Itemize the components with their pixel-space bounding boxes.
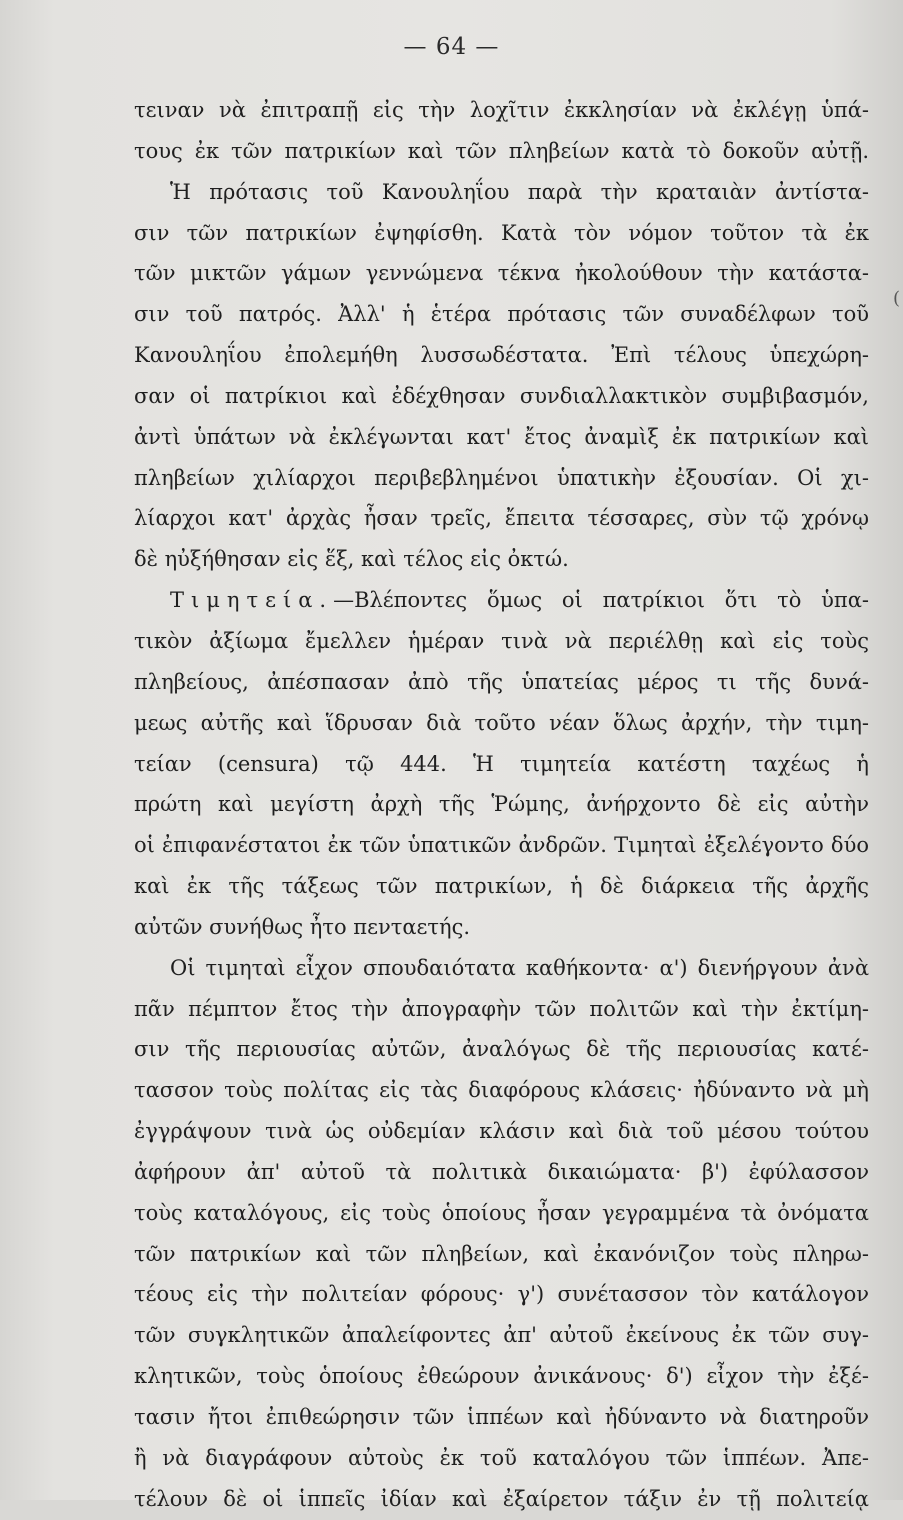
text-line: Ἡ πρότασις τοῦ Κανουληΐου παρὰ τὴν κραταιὰν ἀντίστα- — [170, 179, 869, 204]
line-text: —Βλέποντες ὅμως οἱ πατρίκιοι ὅτι τὸ ὑπα- — [333, 588, 869, 613]
text-line: Κανουληΐου ἐπολεμήθη λυσσωδέστατα. Ἐπὶ τέλους ὑπεχώρη- — [134, 343, 869, 368]
text-line: ἀντὶ ὑπάτων νὰ ἐκλέγωνται κατ' ἔτος ἀναμὶξ ἐκ πατρικίων καὶ — [134, 424, 869, 449]
text-line: πληβείων χιλίαρχοι περιβεβλημένοι ὑπατικὴν ἐξουσίαν. Οἱ χι- — [134, 465, 869, 490]
text-line: τείαν (censura) τῷ 444. Ἡ τιμητεία κατέστη ταχέως ἡ — [134, 751, 869, 776]
text-line: τειναν νὰ ἐπιτραπῇ εἰς τὴν λοχῖτιν ἐκκλησίαν νὰ ἐκλέγῃ ὑπά- — [134, 98, 869, 122]
text-line: τέλουν δὲ οἱ ἱππεῖς ἰδίαν καὶ ἐξαίρετον τάξιν ἐν τῇ πολιτείᾳ — [134, 1486, 869, 1511]
text-line: σιν τῆς περιουσίας αὐτῶν, ἀναλόγως δὲ τῆς περιουσίας κατέ- — [134, 1037, 869, 1062]
text-line: λίαρχοι κατ' ἀρχὰς ἦσαν τρεῖς, ἔπειτα τέσσαρες, σὺν τῷ χρόνῳ — [134, 506, 869, 531]
text-line: ἀφήρουν ἀπ' αὐτοῦ τὰ πολιτικὰ δικαιώματα· β') ἐφύλασσον — [134, 1159, 869, 1184]
text-line: τῶν συγκλητικῶν ἀπαλείφοντες ἀπ' αὐτοῦ ἐκείνους ἐκ τῶν συγ- — [134, 1323, 869, 1348]
text-line: σιν τῶν πατρικίων ἐψηφίσθη. Κατὰ τὸν νόμον τοῦτον τὰ ἐκ — [134, 220, 869, 245]
text-line: τους ἐκ τῶν πατρικίων καὶ τῶν πληβείων κατὰ τὸ δοκοῦν αὐτῇ. — [134, 138, 869, 163]
text-line: τῶν μικτῶν γάμων γεννώμενα τέκνα ἠκολούθουν τὴν κατάστα- — [134, 261, 869, 286]
text-line: δὲ ηὐξήθησαν εἰς ἕξ, καὶ τέλος εἰς ὀκτώ. — [134, 547, 569, 572]
text-line: καὶ ἐκ τῆς τάξεως τῶν πατρικίων, ἡ δὲ διάρκεια τῆς ἀρχῆς — [134, 874, 869, 899]
text-line: πληβείους, ἀπέσπασαν ἀπὸ τῆς ὑπατείας μέρος τι τῆς δυνά- — [134, 669, 869, 694]
page-number: — 64 — — [403, 34, 500, 60]
text-line: τασιν ἤτοι ἐπιθεώρησιν τῶν ἱππέων καὶ ἠδύναντο νὰ διατηροῦν — [134, 1405, 869, 1429]
text-line: τασσον τοὺς πολίτας εἰς τὰς διαφόρους κλάσεις· ἠδύναντο νὰ μὴ — [134, 1078, 869, 1103]
text-line: ἐγγράψουν τινὰ ὡς οὐδεμίαν κλάσιν καὶ διὰ τοῦ μέσου τούτου — [134, 1119, 869, 1144]
text-line — [134, 580, 869, 621]
text-line: κλητικῶν, τοὺς ὁποίους ἐθεώρουν ἀνικάνους· δ') εἶχον τὴν ἐξέ- — [134, 1364, 869, 1389]
margin-mark: ( — [893, 288, 901, 309]
text-line: Οἱ τιμηταὶ εἶχον σπουδαιότατα καθήκοντα· α') διενήργουν ἀνὰ — [170, 955, 869, 980]
text-line: τέους εἰς τὴν πολιτείαν φόρους· γ') συνέτασσον τὸν κατάλογον — [134, 1282, 869, 1307]
text-line: ἢ νὰ διαγράφουν αὐτοὺς ἐκ τοῦ καταλόγου τῶν ἱππέων. Ἀπε- — [134, 1445, 869, 1470]
text-line: σιν τοῦ πατρός. Ἀλλ' ἡ ἑτέρα πρότασις τῶν συναδέλφων τοῦ — [134, 302, 869, 327]
text-line: τῶν πατρικίων καὶ τῶν πληβείων, καὶ ἐκανόνιζον τοὺς πληρω- — [134, 1241, 869, 1266]
text-line: πᾶν πέμπτον ἔτος τὴν ἀπογραφὴν τῶν πολιτῶν καὶ τὴν ἐκτίμη- — [134, 996, 869, 1021]
text-line: μεως αὐτῆς καὶ ἵδρυσαν διὰ τοῦτο νέαν ὅλως ἀρχήν, τὴν τιμη- — [134, 710, 869, 735]
text-line: αὐτῶν συνήθως ἦτο πενταετής. — [134, 914, 471, 939]
body-text — [134, 90, 869, 1520]
section-heading-spaced: Τιμητεία. — [170, 588, 334, 613]
text-line: τικὸν ἀξίωμα ἔμελλεν ἡμέραν τινὰ νὰ περιέλθῃ καὶ εἰς τοὺς — [134, 628, 869, 653]
text-line: σαν οἱ πατρίκιοι καὶ ἐδέχθησαν συνδιαλλακτικὸν συμβιβασμόν, — [134, 383, 869, 408]
text-line: τοὺς καταλόγους, εἰς τοὺς ὁποίους ἦσαν γεγραμμένα τὰ ὀνόματα — [134, 1200, 869, 1225]
text-line: πρώτη καὶ μεγίστη ἀρχὴ τῆς Ῥώμης, ἀνήρχοντο δὲ εἰς αὐτὴν — [134, 792, 869, 817]
text-line: οἱ ἐπιφανέστατοι ἐκ τῶν ὑπατικῶν ἀνδρῶν. Τιμηταὶ ἐξελέγοντο δύο — [134, 833, 869, 858]
